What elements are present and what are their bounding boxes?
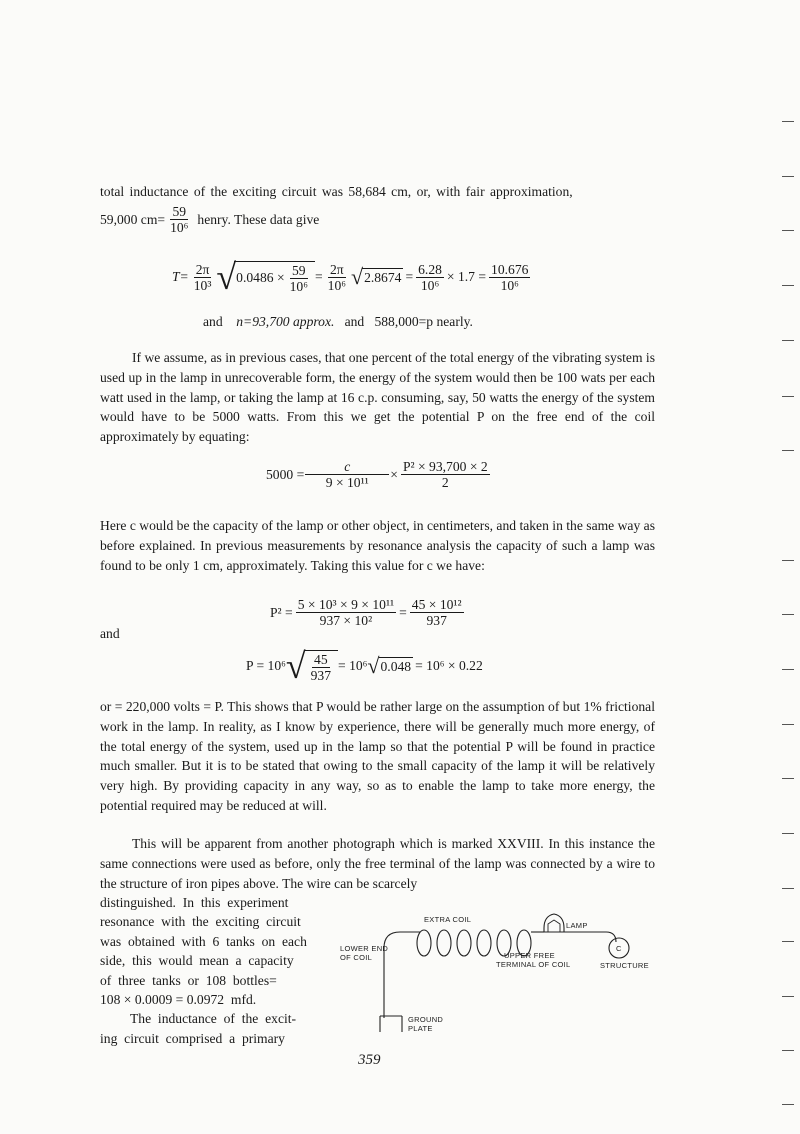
- lower-end-label-1: LOWER END: [340, 944, 389, 953]
- equation-5000: 5000 = $\frac{c}{\text{9 × 10¹¹}}$ × $\frac{\text{P² × 93,700 × 2}}{2}$: [266, 459, 488, 490]
- margin-mark: [782, 1050, 794, 1051]
- margin-mark: [782, 450, 794, 451]
- intro-line: total inductance of the exciting circuit was 58,684 cm, or, with fair approximation,: [100, 184, 573, 199]
- henry-fraction: $\frac{59}{\text{10⁶}}$: [170, 204, 189, 235]
- circuit-diagram: [336, 908, 656, 1036]
- extra-coil-label: EXTRA COIL: [424, 915, 472, 924]
- equation-p: P = 10⁶ √ $\frac{45}{937}$ = 10⁶ √ 0.048 = 10⁶ × 0.22: [246, 646, 483, 686]
- equation-n: and n=93,700 approx. and 588,000=p nearly.: [203, 314, 473, 329]
- margin-mark: [782, 614, 794, 615]
- henry-line: 59,000 cm= $\frac{59}{\text{10⁶}}$ henry. These data give: [100, 204, 320, 235]
- margin-mark: [782, 941, 794, 942]
- coil-left-lead: [384, 932, 420, 1018]
- lamp-label: LAMP: [566, 921, 588, 930]
- margin-mark: [782, 833, 794, 834]
- sqrt-1: √ 0.0486 × $\frac{59}{\text{10⁶}}$: [216, 259, 315, 295]
- margin-mark: [782, 396, 794, 397]
- structure-label: STRUCTURE: [600, 961, 649, 970]
- page-number: 359: [358, 1052, 381, 1068]
- margin-mark: [782, 996, 794, 997]
- margin-mark: [782, 560, 794, 561]
- margin-mark: [782, 888, 794, 889]
- margin-mark: [782, 176, 794, 177]
- structure-wire: [564, 932, 616, 942]
- paragraph-energy: If we assume, as in previous cases, that one percent of the total energy of the vibrating system is used up in the lamp in unrecoverable form, the energy of the system would then be 100 wats per each watt used in the lamp, or taking the lamp at 16 c.p. consuming, say, 50 watts the energy of the system would have to be 5000 watts. From this we get the potential P on the free end of the coil approximately by equating:: [100, 350, 655, 445]
- equation-p-squared: P² = $\frac{\text{5 × 10³ × 9 × 10¹¹}}{\text{937 × 10²}}$ = $\frac{\text{45 × 10¹²}}{937}$: [270, 597, 462, 628]
- margin-mark: [782, 778, 794, 779]
- capacitor-symbol: C: [616, 944, 622, 953]
- paragraph-resonance: distinguished. In this experiment resonance with the exciting circuit was obtained with 6 tanks on each side, this would mean a capacity of three tanks or 108 bottles= 108 × 0.0009 = 0.0972 mfd. The inductance of the excit- ing circuit comprised a primary: [100, 895, 307, 1046]
- margin-mark: [782, 285, 794, 286]
- margin-mark: [782, 121, 794, 122]
- paragraph-potential: or = 220,000 volts = P. This shows that P would be rather large on the assumption of but 1% frictional work in the lamp. In reality, as I know by experience, there will be generally much more energy, of the total energy of the system, used up in the lamp so that the potential P will be found in practice much smaller. But it is to be stated that owing to the small capacity of the lamp it will be relatively very high. By providing capacity in any way, so as to enable the lamp to take more energy, the potential required may be reduced at will.: [100, 699, 655, 813]
- and-label: and: [100, 626, 120, 641]
- margin-mark: [782, 1104, 794, 1105]
- upper-free-label-1: UPPER FREE: [504, 951, 555, 960]
- margin-mark: [782, 724, 794, 725]
- lamp-symbol: [544, 914, 564, 932]
- ground-plate: [380, 1016, 402, 1032]
- margin-mark: [782, 669, 794, 670]
- upper-free-label-2: TERMINAL OF COIL: [496, 960, 571, 969]
- ground-label-1: GROUND: [408, 1015, 444, 1024]
- equation-t: T= $\frac{2\pi}{\text{10³}}$ √ 0.0486 × $\frac{59}{\text{10⁶}}$ = $\frac{2\pi}{\text{10⁶}}$ √ 2.8674 = $\frac{6.28}{\text{10⁶}}$ × 1.7 = $\frac{10.676}{\text{10⁶}}$: [172, 257, 529, 297]
- paragraph-capacity: Here c would be the capacity of the lamp or other object, in centimeters, and taken in the same way as before explained. In previous measurements by resonance analysis the capacity of such a lamp was found to be only 1 cm, approximately. Taking this value for c we have:: [100, 518, 655, 573]
- margin-mark: [782, 230, 794, 231]
- margin-mark: [782, 340, 794, 341]
- lower-end-label-2: OF COIL: [340, 953, 373, 962]
- paragraph-photograph: This will be apparent from another photograph which is marked XXVIII. In this instance the same connections were used as before, only the free terminal of the lamp was connected by a wire to the structure of iron pipes above. The wire can be scarcely: [100, 836, 655, 891]
- ground-label-2: PLATE: [408, 1024, 433, 1033]
